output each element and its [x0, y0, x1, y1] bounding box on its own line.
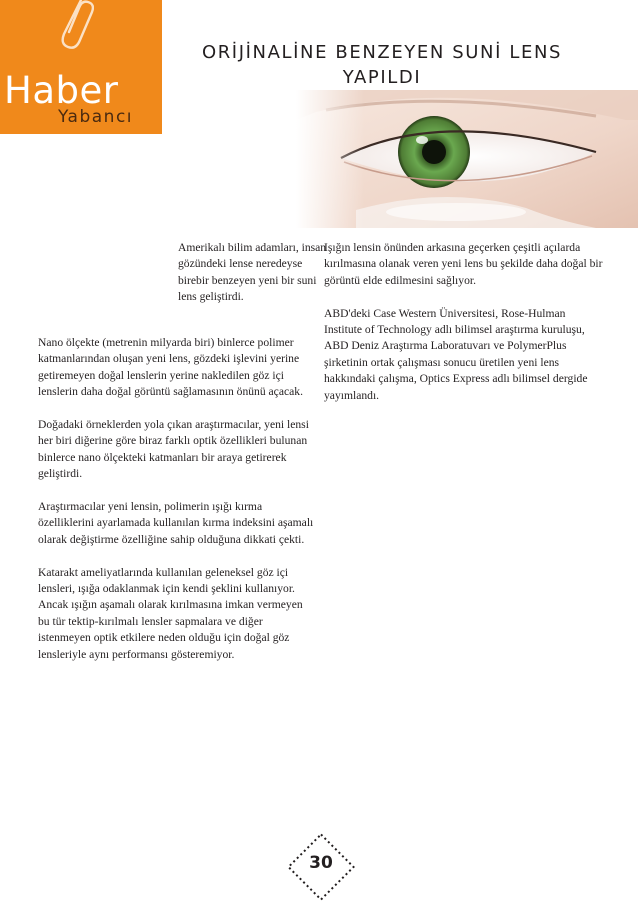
paragraph: Işığın lensin önünden arkasına geçerken çeşitli açılarda kırılmasına olanak veren yeni lens bu şekilde daha doğal bir görüntü elde edilmesini sağlıyor.: [324, 241, 603, 287]
paragraph: Nano ölçekte (metrenin milyarda biri) binlerce polimer katmanlarından oluşan yeni lens, gözdeki işlevini yerine getiremeyen doğal lenslerin yerine nakledilen göz içi lenslerin daha doğal görüntü sağlamasının önünü açacak.: [38, 336, 303, 399]
article-intro: [178, 240, 330, 306]
paperclip-icon: [52, 0, 94, 54]
paragraph: ABD'deki Case Western Üniversitesi, Rose-Hulman Institute of Technology adlı bilimsel araştırma kuruluşu, ABD Deniz Araştırma Laboratuvarı ve PolymerPlus şirketinin ortak çalışması sonucu üretilen yeni lens hakkındaki çalışma, Optics Express adlı bilimsel dergide yayımlandı.: [324, 306, 588, 402]
paragraph: Doğadaki örneklerden yola çıkan araştırmacılar, yeni lensi her biri diğerine göre biraz farklı optik özellikleri bulunan binlerce nano ölçekteki katmanları bir araya getirerek geliştirdi.: [38, 418, 309, 481]
right-column: [324, 240, 606, 420]
page-number: 30: [309, 853, 333, 873]
article-title: ORİJİNALİNE BENZEYEN SUNİ LENS YAPILDI: [201, 42, 563, 88]
eye-photo: [296, 90, 638, 228]
paragraph: Katarakt ameliyatlarında kullanılan geleneksel göz içi lensleri, ışığa odaklanmak için kendi şeklini kullanıyor. Ancak ışığın aşamalı olarak kırılmasına imkan vermeyen bu tür tektip-kırılmalı lensler sapmalara ve diğer istenmeyen optik etkilere neden olduğu için doğal göz lensleriyle aynı performansı gösteremiyor.: [38, 565, 303, 661]
intro-paragraph: Amerikalı bilim adamları, insan gözündeki lense neredeyse birebir benzeyen yeni bir suni lens geliştirdi.: [178, 241, 327, 304]
section-title: Haber: [4, 69, 119, 112]
section-banner: [0, 0, 162, 134]
paragraph: Araştırmacılar yeni lensin, polimerin ışığı kırma özelliklerini ayarlamada kullanılan kırma indeksini aşamalı olarak değiştirme özelliğine sahip olduğuna dikkati çekti.: [38, 500, 314, 546]
left-column: [38, 335, 314, 679]
section-subtitle: Yabancı: [58, 107, 134, 127]
